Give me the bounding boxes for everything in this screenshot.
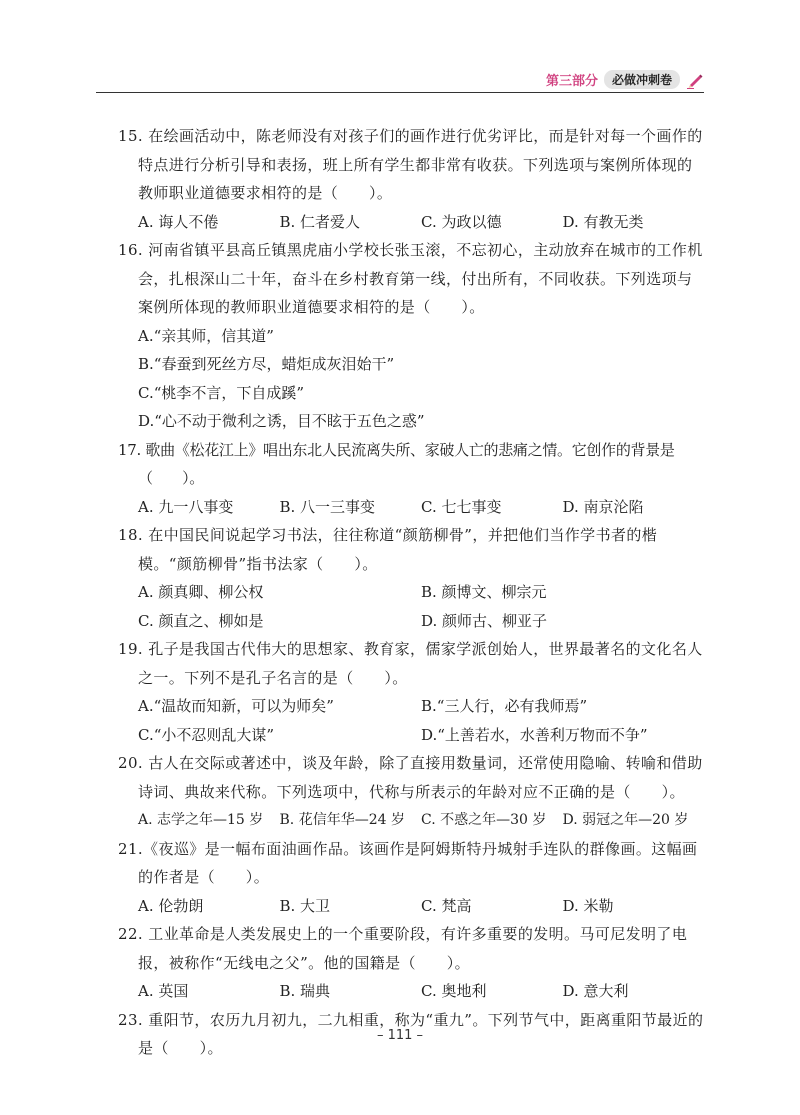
option-c[interactable]: C.“小不忍则乱大谋” xyxy=(138,725,275,744)
question-stem: 17. 歌曲《松花江上》唱出东北人民流离失所、家破人亡的悲痛之情。它创作的背景是（ ）。 xyxy=(118,440,675,487)
question-stem: 16. 河南省镇平县高丘镇黑虎庙小学校长张玉滚，不忘初心，主动放弃在城市的工作机会，扎根深山二十年，奋斗在乡村教育第一线，付出所有，不同收获。下列选项与案例所体现的教师职业道德要求相符的是（ ）。 xyxy=(118,241,703,316)
option-b[interactable]: B. 花信年华—24 岁 xyxy=(279,812,405,828)
question-stem: 15. 在绘画活动中，陈老师没有对孩子们的画作进行优劣评比，而是针对每一个画作的特点进行分析引导和表扬，班上所有学生都非常有收获。下列选项与案例所体现的教师职业道德要求相符的是（ ）。 xyxy=(118,127,703,202)
question-21 xyxy=(118,835,704,921)
option-c[interactable]: C. 七七事变 xyxy=(421,497,502,516)
option-d[interactable]: D.“上善若水，水善利万物而不争” xyxy=(421,725,648,744)
options-row xyxy=(118,977,704,1006)
section-title-pill: 必做冲刺卷 xyxy=(604,70,680,89)
option-b[interactable]: B.“三人行，必有我师焉” xyxy=(421,697,588,715)
option-d[interactable]: D. 米勒 xyxy=(562,896,614,915)
page-header xyxy=(96,68,704,93)
options-row xyxy=(118,692,704,721)
question-22 xyxy=(118,920,704,1006)
option-c[interactable]: C. 颜直之、柳如是 xyxy=(138,611,264,630)
option-b[interactable]: B. 瑞典 xyxy=(279,982,331,1000)
option-b[interactable]: B. 八一三事变 xyxy=(279,497,376,516)
options-row xyxy=(118,892,704,921)
section-label: 第三部分 xyxy=(545,74,598,89)
options-row xyxy=(118,721,704,750)
option-a[interactable]: A.“亲其师，信其道” xyxy=(138,326,274,345)
option-b[interactable]: B.“春蚕到死丝方尽，蜡炬成灰泪始干” xyxy=(138,355,395,373)
option-a[interactable]: A. 英国 xyxy=(138,982,189,1000)
question-stem: 21.《夜巡》是一幅布面油画作品。该画作是阿姆斯特丹城射手连队的群像画。这幅画的作者是（ ）。 xyxy=(118,839,698,886)
option-d[interactable]: D. 颜师古、柳亚子 xyxy=(421,611,548,630)
option-c[interactable]: C. 不惑之年—30 岁 xyxy=(421,812,547,828)
option-a[interactable]: A. 诲人不倦 xyxy=(138,212,219,231)
option-a[interactable]: A. 九一八事变 xyxy=(138,497,234,516)
option-b[interactable]: B. 颜博文、柳宗元 xyxy=(421,583,547,601)
option-c[interactable]: C. 梵高 xyxy=(421,896,472,915)
option-c[interactable]: C. 为政以德 xyxy=(421,212,502,231)
header-section-tag xyxy=(546,70,704,89)
options-row xyxy=(118,208,704,237)
question-stem: 23. 重阳节，农历九月初九，二九相重，称为“重九”。下列节气中，距离重阳节最近的是（ ）。 xyxy=(118,1010,704,1057)
option-a[interactable]: A. 伦勃朗 xyxy=(138,896,204,915)
question-19 xyxy=(118,635,704,749)
question-stem: 20. 古人在交际或著述中，谈及年龄，除了直接用数量词，还常使用隐喻、转喻和借助诗词、典故来代称。下列选项中，代称与所表示的年龄对应不正确的是（ ）。 xyxy=(118,754,703,801)
option-c[interactable]: C. 奥地利 xyxy=(421,982,487,1000)
option-b[interactable]: B. 大卫 xyxy=(279,896,331,915)
option-a[interactable]: A. 颜真卿、柳公权 xyxy=(138,583,264,601)
option-c[interactable]: C.“桃李不言，下自成蹊” xyxy=(138,383,305,402)
option-d[interactable]: D. 弱冠之年—20 岁 xyxy=(562,812,689,828)
options-row xyxy=(118,578,704,607)
question-stem: 22. 工业革命是人类发展史上的一个重要阶段，有许多重要的发明。马可尼发明了电报，被称作“无线电之父”。他的国籍是（ ）。 xyxy=(118,925,688,972)
question-20 xyxy=(118,749,704,835)
option-d[interactable]: D. 意大利 xyxy=(562,982,629,1000)
page-number: – 111 – xyxy=(376,1028,424,1043)
question-stem: 18. 在中国民间说起学习书法，往往称道“颜筋柳骨”，并把他们当作学书者的楷模。“颜筋柳骨”指书法家（ ）。 xyxy=(118,526,658,573)
option-a[interactable]: A.“温故而知新，可以为师矣” xyxy=(138,697,334,715)
question-17 xyxy=(118,436,704,522)
question-18 xyxy=(118,521,704,635)
options-row xyxy=(118,806,704,835)
question-16 xyxy=(118,236,704,436)
option-a[interactable]: A. 志学之年—15 岁 xyxy=(138,812,264,828)
options-row xyxy=(118,493,704,522)
question-stem: 19. 孔子是我国古代伟大的思想家、教育家，儒家学派创始人，世界最著名的文化名人之一。下列不是孔子名言的是（ ）。 xyxy=(118,640,703,687)
option-d[interactable]: D. 有教无类 xyxy=(562,212,644,231)
options-row xyxy=(118,607,704,636)
option-d[interactable]: D. 南京沦陷 xyxy=(562,497,644,516)
question-list xyxy=(118,122,704,1063)
question-15 xyxy=(118,122,704,236)
option-b[interactable]: B. 仁者爱人 xyxy=(279,212,361,231)
pencil-icon xyxy=(686,71,704,89)
option-d[interactable]: D.“心不动于微利之诱，目不眩于五色之惑” xyxy=(138,412,425,430)
